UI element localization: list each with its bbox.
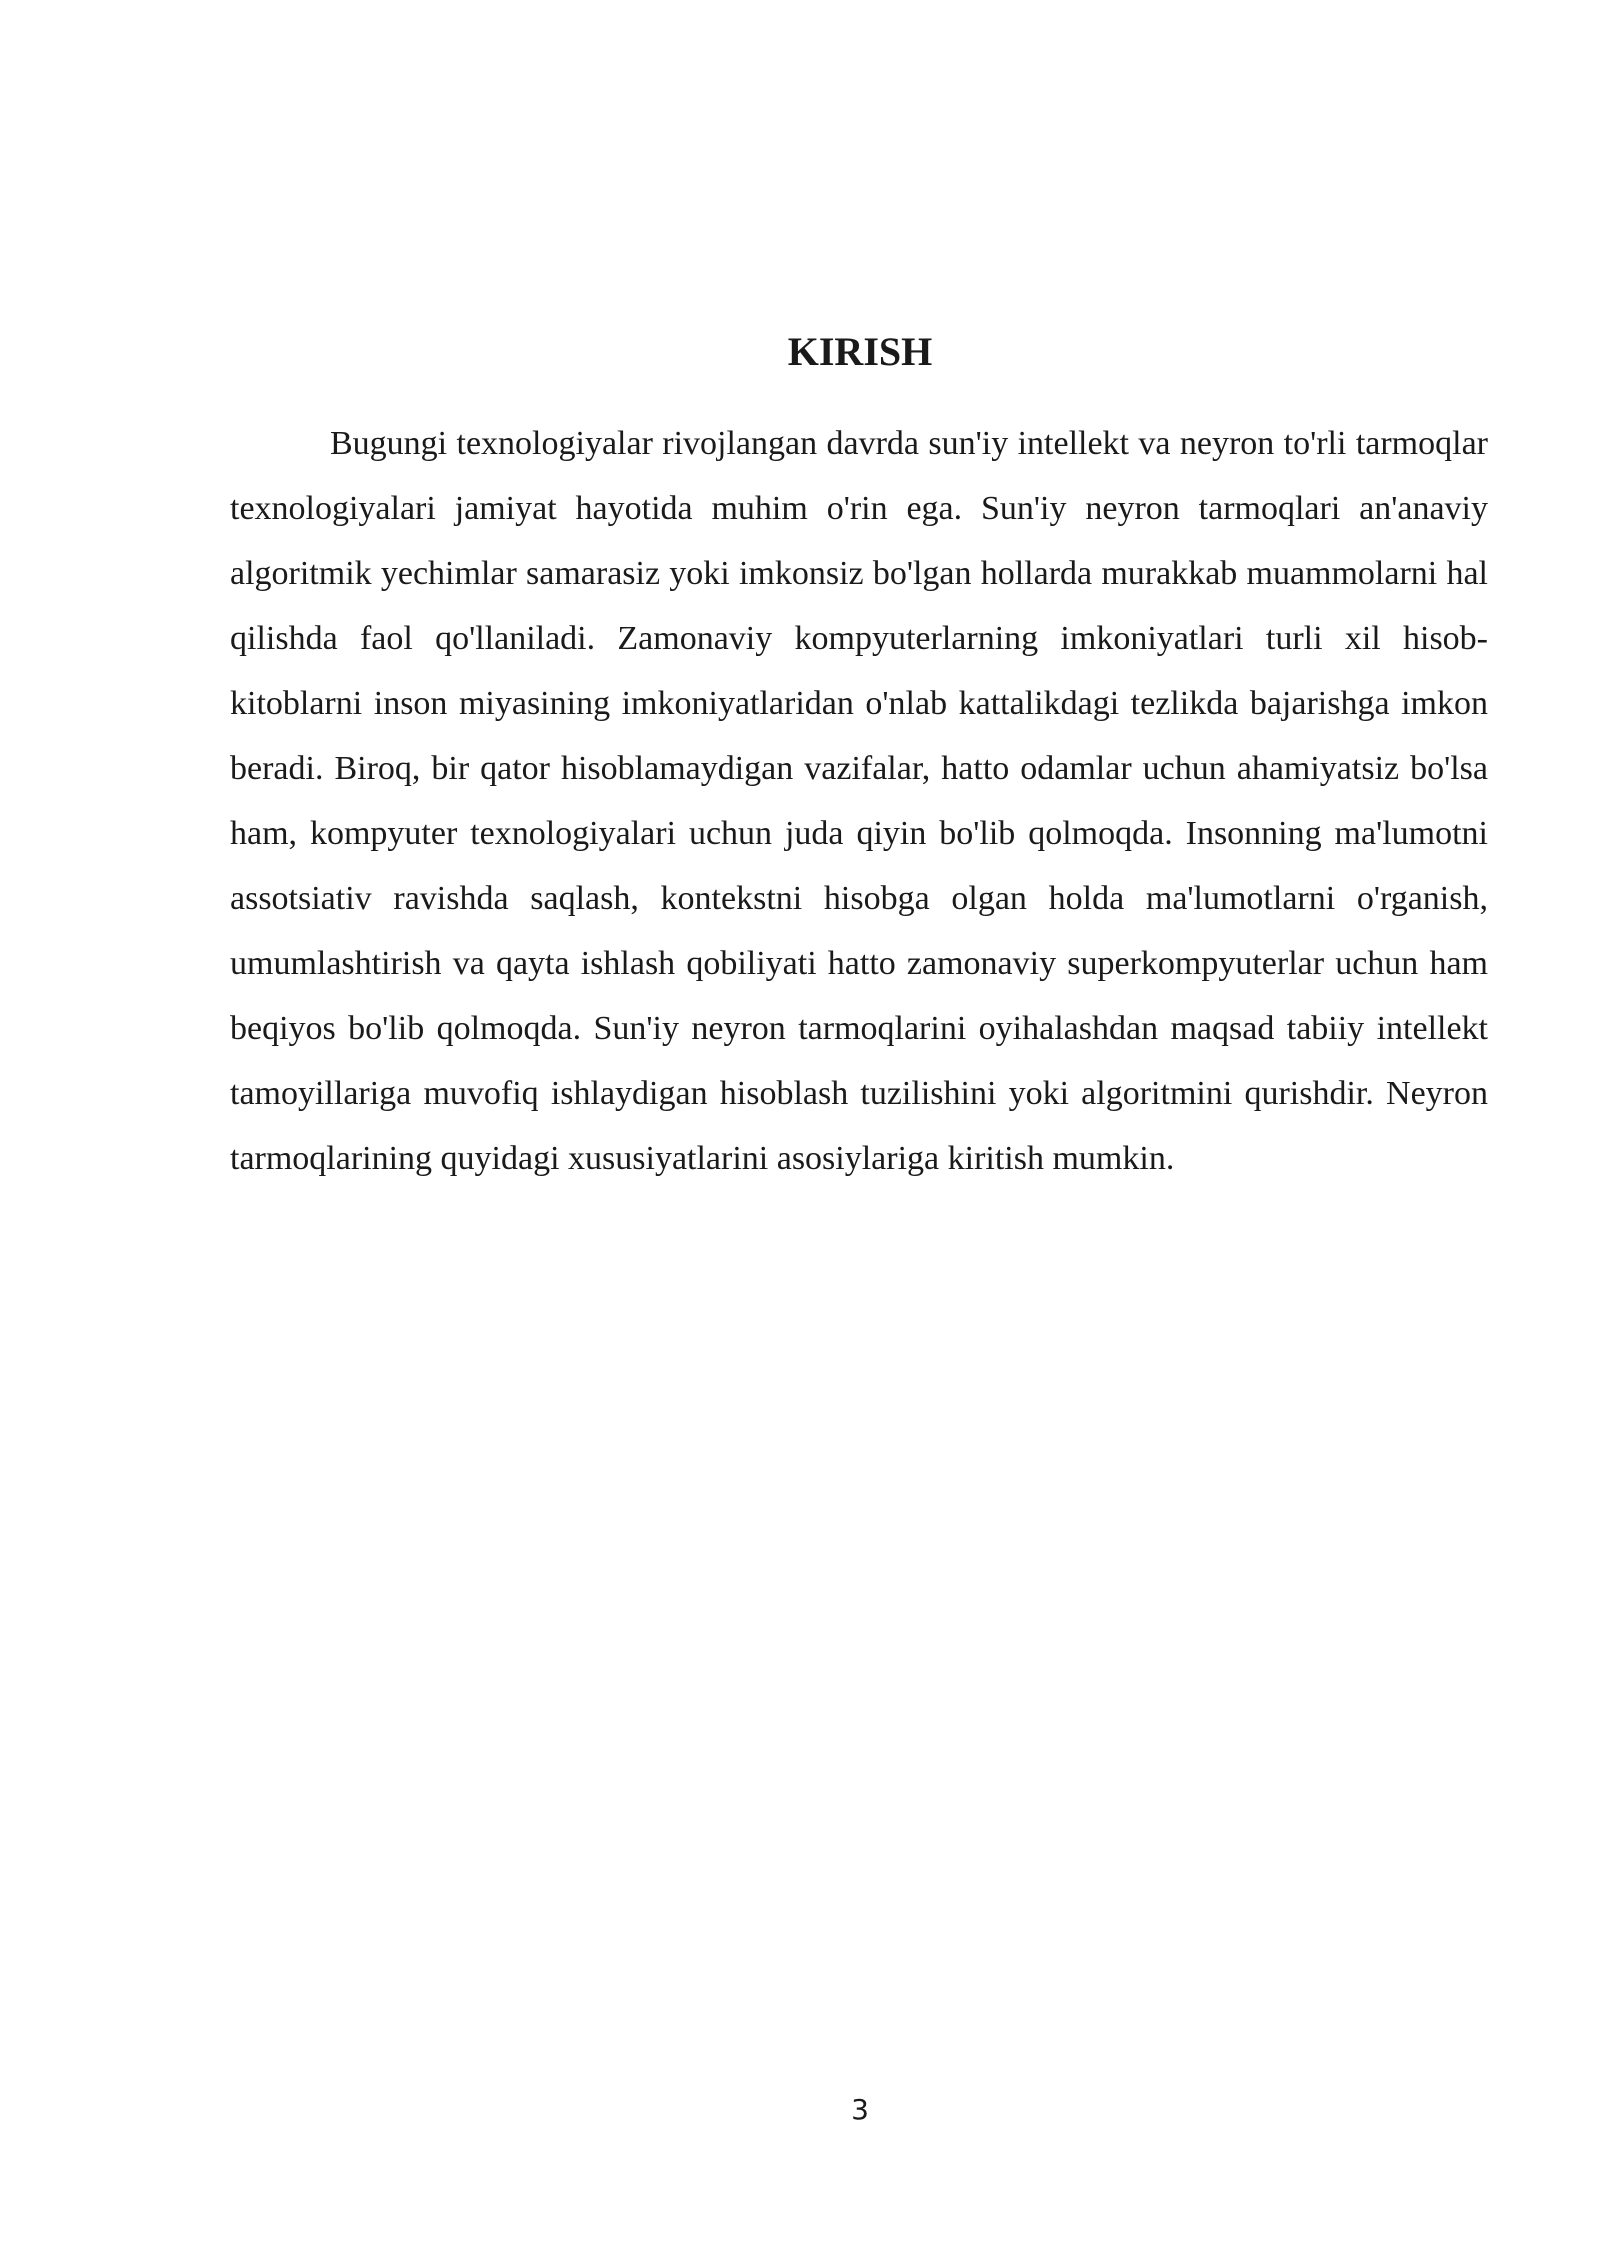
page-number: 3 [851, 2093, 869, 2126]
section-title: KIRISH [787, 329, 933, 374]
intro-paragraph: Bugungi texnologiyalar rivojlangan davrda sun'iy intellekt va neyron to'rli tarmoqlar texnologiyalari jamiyat hayotida muhim o'rin ega. Sun'iy neyron tarmoqlari an'anaviy algoritmik yechimlar samarasiz yoki imkonsiz bo'lgan hollarda murakkab muammolarni hal qilishda faol qo'llaniladi. Zamonaviy kompyuterlarning imkoniyatlari turli xil hisob-kitoblarni inson miyasining imkoniyatlaridan o'nlab kattalikdagi tezlikda bajarishga imkon beradi. Biroq, bir qator hisoblamaydigan vazifalar, hatto odamlar uchun ahamiyatsiz bo'lsa ham, kompyuter texnologiyalari uchun juda qiyin bo'lib qolmoqda. Insonning ma'lumotni assotsiativ ravishda saqlash, kontekstni hisobga olgan holda ma'lumotlarni o'rganish, umumlashtirish va qayta ishlash qobiliyati hatto zamonaviy superkompyuterlar uchun ham beqiyos bo'lib qolmoqda. Sun'iy neyron tarmoqlarini oyihalashdan maqsad tabiiy intellekt tamoyillariga muvofiq ishlaydigan hisoblash tuzilishini yoki algoritmini qurishdir. Neyron tarmoqlarining quyidagi xususiyatlarini asosiylariga kiritish mumkin. [230, 425, 1488, 1177]
